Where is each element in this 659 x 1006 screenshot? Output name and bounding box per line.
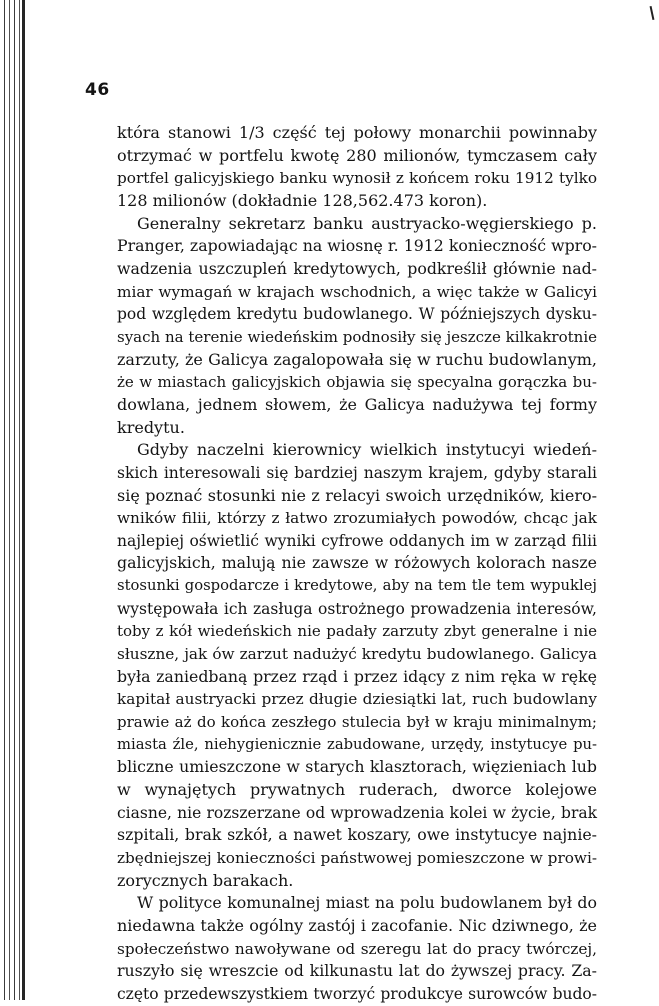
text-line: zbędniejszej konieczności państwowej pomieszczone w prowi- bbox=[117, 849, 597, 867]
text-line: prawie aż do końca zeszłego stulecia był w kraju minimalnym; bbox=[117, 713, 597, 732]
text-line: niedawna także ogólny zastój i zacofanie. Nic dziwnego, że bbox=[117, 915, 597, 935]
text-line: kredytu. bbox=[117, 417, 185, 437]
text-line: była zaniedbaną przez rząd i przez idący z nim ręka w rękę bbox=[117, 666, 597, 686]
text-line: słuszne, jak ów zarzut nadużyć kredytu budowlanego. Galicya bbox=[117, 645, 597, 664]
text-line: bliczne umieszczone w starych klasztorach, więzieniach lub bbox=[117, 757, 597, 777]
text-line: wników filii, którzy z łatwo zrozumiałych powodów, chcąc jak bbox=[117, 509, 597, 528]
book-binding-edge bbox=[0, 0, 26, 1000]
text-line: która stanowi 1/3 część tej połowy monarchii powinnaby bbox=[117, 123, 597, 142]
text-line: stosunki gospodarcze i kredytowe, aby na tem tle tem wypuklej bbox=[117, 577, 597, 595]
text-line: ruszyło się wreszcie od kilkunastu lat do żywszej pracy. Za- bbox=[117, 961, 597, 981]
text-line: skich interesowali się bardziej naszym krajem, gdyby starali bbox=[117, 463, 597, 482]
text-line: szpitali, brak szkół, a nawet koszary, owe instytucye najnie- bbox=[117, 825, 597, 845]
text-line: społeczeństwo nawoływane od szeregu lat do pracy twórczej, bbox=[117, 939, 597, 958]
text-line: wadzenia uszczupleń kredytowych, podkreślił głównie nad- bbox=[117, 258, 597, 278]
text-line: miasta źle, niehygienicznie zabudowane, urzędy, instytucye pu- bbox=[117, 735, 597, 753]
text-line: występowała ich zasługa ostrożnego prowadzenia interesów, bbox=[117, 599, 597, 618]
text-line: w wynajętych prywatnych ruderach, dworce kolejowe bbox=[117, 780, 597, 800]
text-line: że w miastach galicyjskich objawia się specyalna gorączka bu- bbox=[117, 373, 597, 392]
text-line: W polityce komunalnej miast na polu budowlanem był do bbox=[137, 893, 597, 913]
text-line: się poznać stosunki nie z relacyi swoich urzędników, kiero- bbox=[117, 485, 597, 505]
text-line: częto przedewszystkiem tworzyć produkcye surowców budo- bbox=[117, 984, 597, 1003]
text-line: kapitał austryacki przez długie dziesiątki lat, ruch budowlany bbox=[117, 690, 597, 709]
text-line: galicyjskich, malują nie zawsze w różowych kolorach nasze bbox=[117, 553, 597, 573]
text-line: portfel galicyjskiego banku wynosił z końcem roku 1912 tylko bbox=[117, 169, 597, 188]
text-line: zorycznych barakach. bbox=[117, 870, 294, 890]
text-line: Generalny sekretarz banku austryacko-węgierskiego p. bbox=[137, 213, 597, 233]
text-line: pod względem kredytu budowlanego. W późniejszych dysku- bbox=[117, 305, 597, 324]
text-line: ciasne, nie rozszerzane od wprowadzenia kolei w życie, brak bbox=[117, 803, 597, 822]
scan-corner-mark bbox=[650, 6, 655, 20]
page-number: 46 bbox=[85, 80, 110, 100]
text-line: otrzymać w portfelu kwotę 280 milionów, tymczasem cały bbox=[117, 145, 597, 165]
text-line: 128 milionów (dokładnie 128,562.473 koron). bbox=[117, 190, 488, 210]
text-line: dowlana, jednem słowem, że Galicya nadużywa tej formy bbox=[117, 394, 597, 414]
text-line: miar wymagań w krajach wschodnich, a więc także w Galicyi bbox=[117, 282, 597, 301]
text-line: syach na terenie wiedeńskim podnosiły się jeszcze kilkakrotnie bbox=[117, 327, 597, 346]
text-line: Gdyby naczelni kierownicy wielkich instytucyi wiedeń- bbox=[137, 440, 597, 460]
text-line: zarzuty, że Galicya zagalopowała się w ruchu budowlanym, bbox=[117, 349, 597, 369]
text-line: Pranger, zapowiadając na wiosnę r. 1912 konieczność wpro- bbox=[117, 236, 597, 256]
text-line: toby z kół wiedeńskich nie padały zarzuty zbyt generalne i nie bbox=[117, 622, 597, 641]
body-text bbox=[117, 122, 597, 1006]
text-line: najlepiej oświetlić wyniki cyfrowe oddanych im w zarząd filii bbox=[117, 531, 597, 550]
